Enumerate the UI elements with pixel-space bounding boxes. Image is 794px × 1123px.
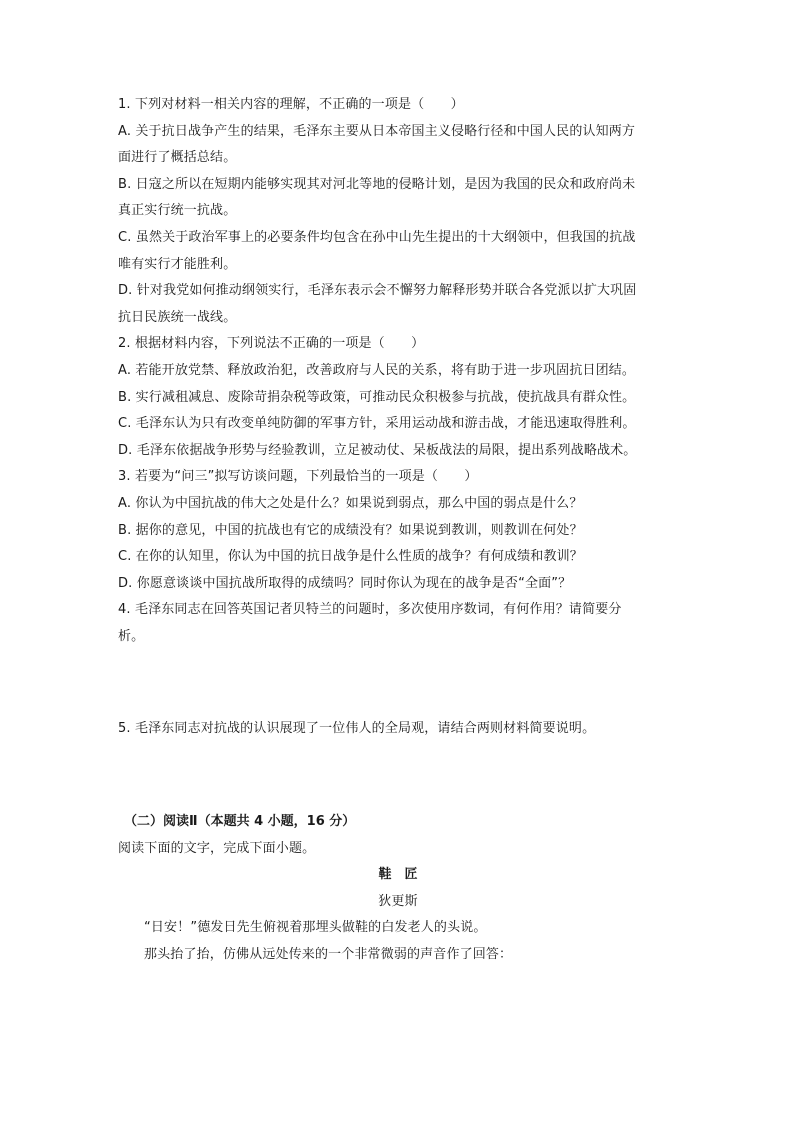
question-5: 5. 毛泽东同志对抗战的认识展现了一位伟人的全局观，请结合两则材料简要说明。: [118, 721, 596, 737]
question-4-line: 4. 毛泽东同志在回答英国记者贝特兰的问题时，多次使用序数词，有何作用？请简要分: [118, 602, 622, 618]
question-3-option-c: C. 在你的认知里，你认为中国的抗日战争是什么性质的战争？有何成绩和教训？: [118, 549, 583, 565]
answer-space: [118, 743, 678, 809]
document-content: [118, 92, 678, 969]
question-3-option-d: D. 你愿意谈谈中国抗战所取得的成绩吗？同时你认为现在的战争是否“全面”？: [118, 575, 572, 591]
option-line: B. 日寇之所以在短期内能够实现其对河北等地的侵略计划，是因为我国的民众和政府尚未: [118, 176, 636, 192]
option-line: 真正实行统一抗战。: [118, 203, 237, 219]
option-line: D. 针对我党如何推动纲领实行，毛泽东表示会不懈努力解释形势并联合各党派以扩大巩固: [118, 283, 637, 299]
question-3-stem: 3. 若要为“问三”拟写访谈问题，下列最恰当的一项是（ ）: [118, 469, 478, 485]
passage-paragraph: 那头抬了抬，仿佛从远处传来的一个非常微弱的声音作了回答：: [144, 947, 513, 963]
question-1-option-c: [118, 225, 678, 278]
passage-title: 鞋 匠: [378, 867, 418, 883]
option-line: 唯有实行才能胜利。: [118, 256, 237, 272]
question-3: [118, 464, 678, 597]
question-4: [118, 597, 678, 650]
section-heading: （二）阅读Ⅱ（本题共 4 小题，16 分）: [124, 814, 356, 830]
question-2-option-b: B. 实行减租减息、废除苛捐杂税等政策，可推动民众积极参与抗战，使抗战具有群众性。: [118, 389, 636, 405]
question-3-option-b: B. 据你的意见，中国的抗战也有它的成绩没有？如果说到教训，则教训在何处？: [118, 522, 583, 538]
option-line: 抗日民族统一战线。: [118, 309, 237, 325]
question-2-option-c: C. 毛泽东认为只有改变单纯防御的军事方针，采用运动战和游击战，才能迅速取得胜利。: [118, 416, 636, 432]
option-line: A. 关于抗日战争产生的结果，毛泽东主要从日本帝国主义侵略行径和中国人民的认知两方: [118, 123, 636, 139]
question-4-line: 析。: [118, 628, 145, 644]
option-line: 面进行了概括总结。: [118, 150, 237, 166]
question-1-option-d: [118, 278, 678, 331]
question-2-stem: 2. 根据材料内容，下列说法不正确的一项是（ ）: [118, 336, 425, 352]
section-instruction: 阅读下面的文字，完成下面小题。: [118, 840, 316, 856]
question-2: [118, 331, 678, 464]
passage-paragraph: “日安！”德发日先生俯视着那埋头做鞋的白发老人的头说。: [144, 920, 487, 936]
question-3-option-a: A. 你认为中国抗战的伟大之处是什么？如果说到弱点，那么中国的弱点是什么？: [118, 495, 583, 511]
option-line: C. 虽然关于政治军事上的必要条件均包含在孙中山先生提出的十大纲领中，但我国的抗战: [118, 229, 636, 245]
answer-space: [118, 650, 678, 716]
question-2-option-a: A. 若能开放党禁、释放政治犯，改善政府与人民的关系，将有助于进一步巩固抗日团结。: [118, 362, 636, 378]
question-2-option-d: D. 毛泽东依据战争形势与经验教训，立足被动仗、呆板战法的局限，提出系列战略战术。: [118, 442, 637, 458]
question-1-option-b: [118, 172, 678, 225]
question-1: [118, 92, 678, 331]
reading-section-2: [118, 809, 678, 969]
passage-author: 狄更斯: [378, 893, 418, 909]
question-1-stem: 1. 下列对材料一相关内容的理解，不正确的一项是（ ）: [118, 97, 464, 112]
question-1-option-a: [118, 119, 678, 172]
